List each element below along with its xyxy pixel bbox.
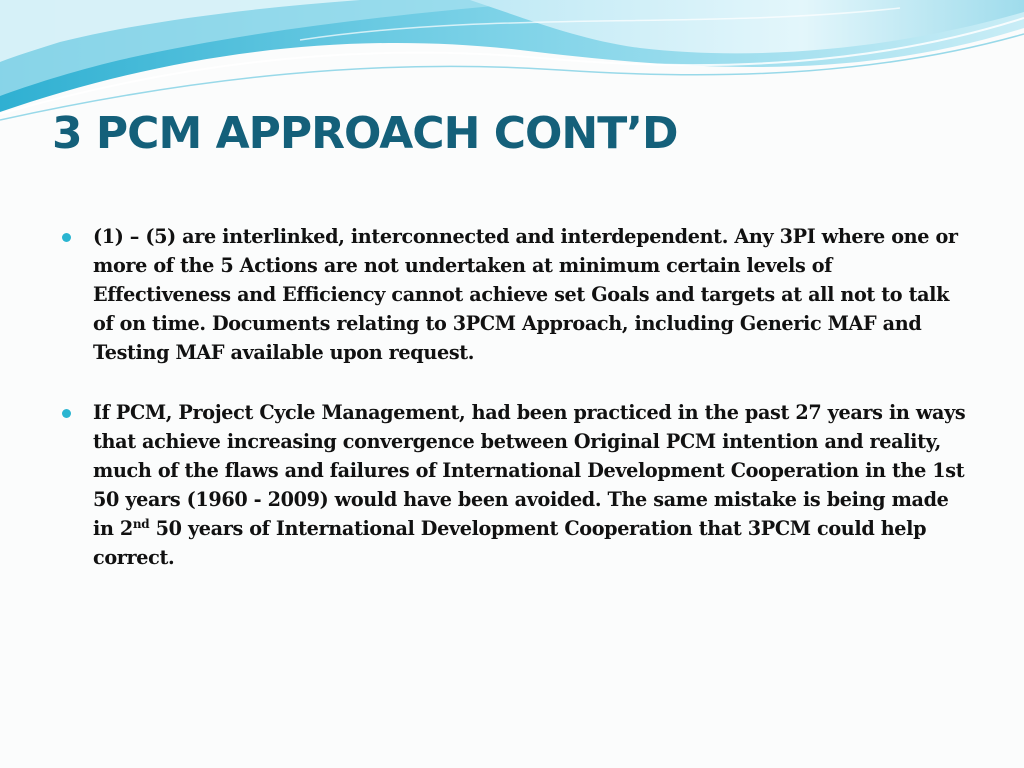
bullet-text-part: If PCM, Project Cycle Management, had been practiced in the past 27 years in ways that achieve increasing convergence between Original PCM intention and reality, much of the flaws and failures of International Development Cooperation in the 1st 50 years (1960 - 2009) would have been avoided. The same mistake is being made in 2 (93, 401, 966, 540)
slide-title: 3 PCM APPROACH CONT’D (52, 108, 678, 159)
bullet-text-part: 50 years of International Development Cooperation that 3PCM could help correct. (93, 517, 927, 569)
bullet-dot-icon (62, 233, 71, 242)
bullet-text (93, 398, 967, 572)
bullet-text: (1) – (5) are interlinked, interconnected and interdependent. Any 3PI where one or more of the 5 Actions are not undertaken at minimum certain levels of Effectiveness and Efficiency cannot achieve set Goals and targets at all not to talk of on time. Documents relating to 3PCM Approach, including Generic MAF and Testing MAF available upon request. (93, 225, 958, 364)
ordinal-superscript: nd (132, 517, 150, 531)
slide-body (62, 222, 967, 603)
bullet-item (62, 222, 967, 367)
bullet-item (62, 398, 967, 572)
bullet-dot-icon (62, 409, 71, 418)
